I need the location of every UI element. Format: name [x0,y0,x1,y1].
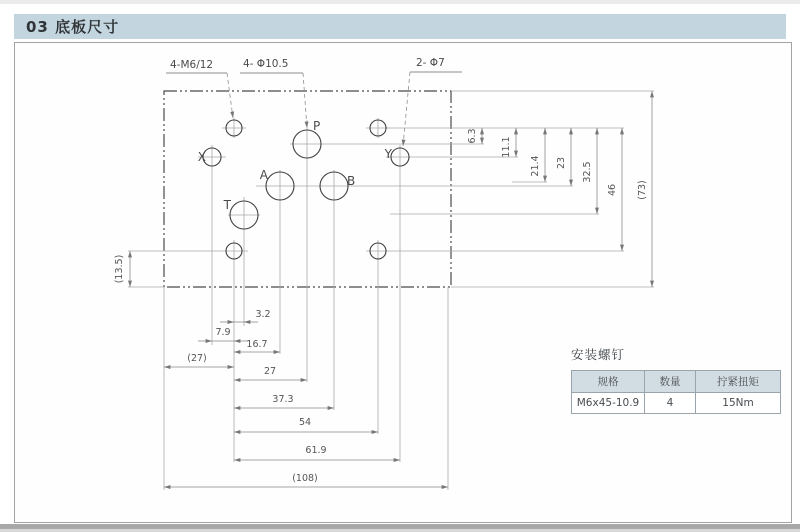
screw-table [571,370,781,414]
screw-table-row [572,393,781,414]
dim-bottom-16-7-value: 16.7 [246,339,268,350]
dim-right-73-value: (73) [637,180,648,200]
dim-bottom-61-9-value: 61.9 [305,445,327,456]
dim-right-23-value: 23 [556,156,567,170]
port-label-p: P [313,119,321,133]
page-top-edge [0,0,800,4]
section-title: 03 底板尺寸 [26,18,120,36]
drawing-panel [14,42,792,523]
dim-right-11-1-value: 11.1 [501,136,512,158]
port-label-t: T [223,198,231,212]
screw-qty-value: 4 [645,393,696,414]
mounting-screw-table [571,345,781,414]
dim-bottom-3-2-value: 3.2 [255,309,271,320]
dim-bottom-37-3-value: 37.3 [272,394,294,405]
dim-right-46-value: 46 [607,183,618,197]
dim-bottom-54-value: 54 [298,417,312,428]
dim-right-32-5-value: 32.5 [582,161,593,183]
screw-spec-value: M6x45-10.9 [572,393,645,414]
dim-bottom-7-9-value: 7.9 [215,327,231,338]
dim-bottom-27-value: 27 [263,366,277,377]
callout-d7-label: 2- Φ7 [416,57,445,69]
dim-bottom-108-value: (108) [292,473,318,484]
screw-table-header-qty: 数量 [645,371,696,393]
screw-table-header-spec: 规格 [572,371,645,393]
port-label-x: X [197,150,206,164]
dim-right-6-3-value: 6.3 [467,128,478,144]
port-label-b: B [347,174,356,188]
port-label-y: Y [384,147,392,161]
screw-table-title: 安装螺钉 [571,347,626,362]
dim-right-21-4-value: 21.4 [530,155,541,177]
section-header [14,14,786,39]
screw-torque-value: 15Nm [696,393,781,414]
callout-d10-5-label: 4- Φ10.5 [243,58,289,70]
port-label-a: A [259,168,268,182]
callout-m6-label: 4-M6/12 [170,59,214,71]
dim-left-13-5-value: (13.5) [114,254,125,284]
screw-table-header-torque: 拧紧扭矩 [696,371,781,393]
dim-bottom-27-edge-value: (27) [187,353,207,364]
